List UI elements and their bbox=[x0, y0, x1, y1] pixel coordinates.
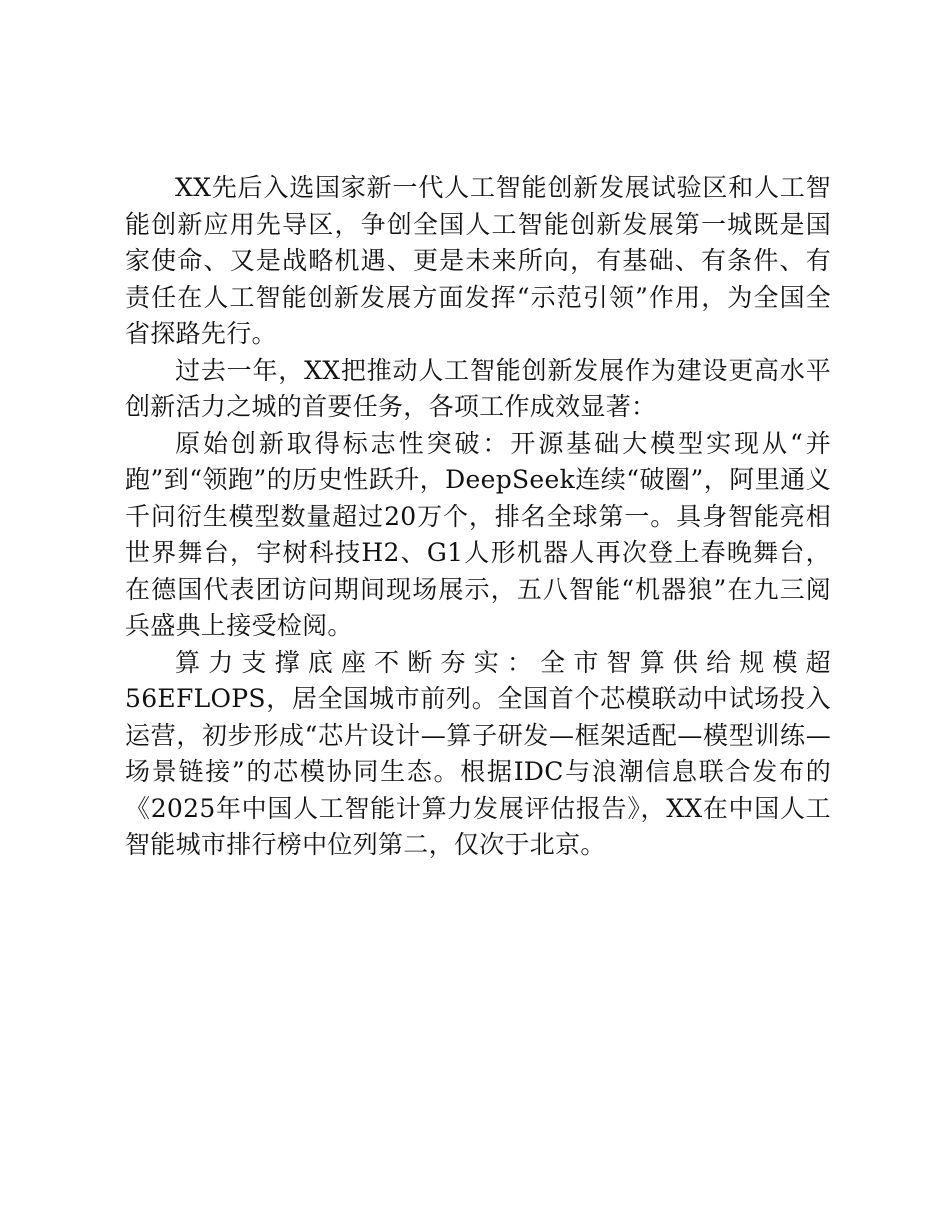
paragraph-original-innovation: 原始创新取得标志性突破：开源基础大模型实现从“并跑”到“领跑”的历史性跃升，DeepSeek连续“破圈”，阿里通义千问衍生模型数量超过20万个，排名全球第一。具身智能亮相世界舞台，宇树科技H2、G1人形机器人再次登上春晚舞台，在德国代表团访问期间现场展示，五八智能“机器狼”在九三阅兵盛典上接受检阅。 bbox=[125, 428, 831, 640]
paragraph-intro: XX先后入选国家新一代人工智能创新发展试验区和人工智能创新应用先导区，争创全国人工智能创新发展第一城既是国家使命、又是战略机遇、更是未来所向，有基础、有条件、有责任在人工智能创新发展方面发挥“示范引领”作用，为全国全省探路先行。 bbox=[125, 173, 831, 348]
paragraph-computing-power: 算力支撑底座不断夯实：全市智算供给规模超56EFLOPS，居全国城市前列。全国首个芯模联动中试场投入运营，初步形成“芯片设计—算子研发—框架适配—模型训练—场景链接”的芯模协同生态。根据IDC与浪潮信息联合发布的《2025年中国人工智能计算力发展评估报告》，XX在中国人工智能城市排行榜中位列第二，仅次于北京。 bbox=[125, 647, 831, 859]
document-body bbox=[125, 170, 831, 864]
paragraph-past-year: 过去一年，XX把推动人工智能创新发展作为建设更高水平创新活力之城的首要任务，各项工作成效显著： bbox=[125, 355, 831, 421]
